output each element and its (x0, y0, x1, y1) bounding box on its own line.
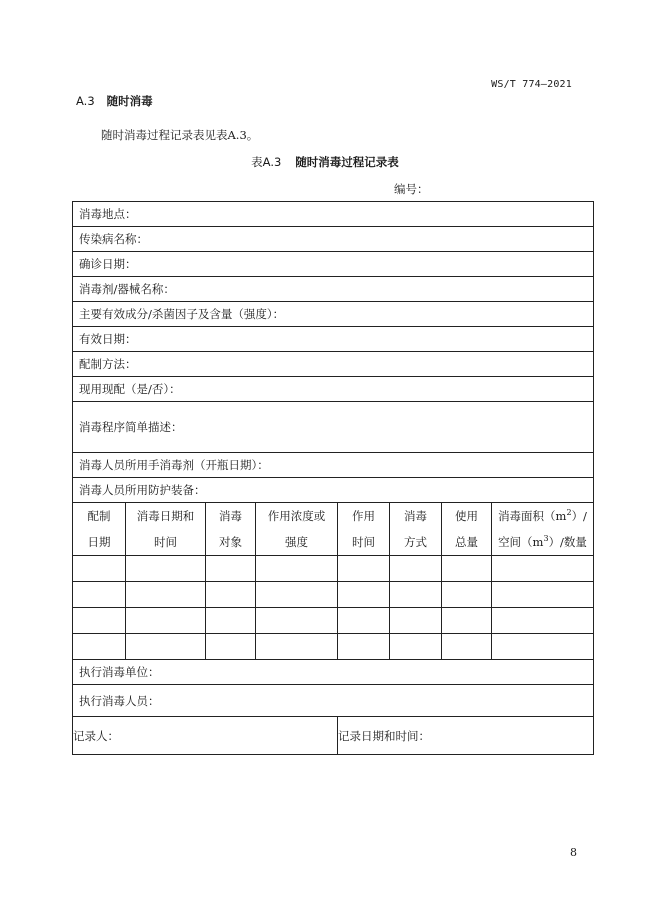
table-cell[interactable] (256, 556, 338, 582)
field-executing-personnel: 执行消毒人员： (73, 685, 594, 717)
table-cell[interactable] (442, 582, 492, 608)
col-header-method: 消毒 方式 (390, 503, 442, 556)
table-cell[interactable] (338, 556, 390, 582)
table-cell[interactable] (73, 582, 126, 608)
table-row (73, 453, 594, 478)
table-row (73, 377, 594, 402)
field-preparation-method: 配制方法： (73, 352, 594, 377)
table-cell[interactable] (492, 608, 594, 634)
col-header-action-time: 作用 时间 (338, 503, 390, 556)
table-row (73, 352, 594, 377)
table-cell[interactable] (206, 556, 256, 582)
field-disinfectant-name: 消毒剂/器械名称： (73, 277, 594, 302)
field-recorder: 记录人： (73, 717, 338, 755)
table-cell[interactable] (73, 556, 126, 582)
table-cell[interactable] (206, 634, 256, 660)
serial-number-label: 编号： (394, 182, 429, 196)
standard-number: WS/T 774—2021 (491, 79, 572, 90)
field-expiry-date: 有效日期： (73, 327, 594, 352)
table-cell[interactable] (256, 608, 338, 634)
table-cell[interactable] (492, 634, 594, 660)
table-row (73, 634, 594, 660)
col-header-area-volume: 消毒面积$(m^2)/$ 空间$(m^3)/$数量 (492, 503, 594, 556)
table-row (73, 302, 594, 327)
table-row (73, 327, 594, 352)
table-row (73, 608, 594, 634)
col-header-preparation-date: 配制 日期 (73, 503, 126, 556)
table-row (73, 582, 594, 608)
table-cell[interactable] (442, 634, 492, 660)
table-cell[interactable] (126, 582, 206, 608)
column-header-row (73, 503, 594, 556)
section-title: 随时消毒 (106, 94, 153, 108)
intro-text: 随时消毒过程记录表见表A.3。 (101, 128, 259, 142)
table-row (73, 402, 594, 453)
table-cell[interactable] (126, 634, 206, 660)
table-cell[interactable] (206, 582, 256, 608)
table-row (73, 277, 594, 302)
field-hand-sanitizer: 消毒人员所用手消毒剂（开瓶日期）： (73, 453, 594, 478)
table-cell[interactable] (390, 556, 442, 582)
table-cell[interactable] (256, 634, 338, 660)
table-row (73, 252, 594, 277)
field-location: 消毒地点： (73, 202, 594, 227)
field-protective-equipment: 消毒人员所用防护装备： (73, 478, 594, 503)
table-row (73, 717, 594, 755)
table-cell[interactable] (492, 556, 594, 582)
table-cell[interactable] (390, 634, 442, 660)
field-freshly-prepared: 现用现配（是/否）： (73, 377, 594, 402)
field-disease-name: 传染病名称： (73, 227, 594, 252)
table-row (73, 685, 594, 717)
table-cell[interactable] (126, 608, 206, 634)
disinfection-record-table (72, 201, 594, 755)
page-number: 8 (570, 846, 577, 859)
table-cell[interactable] (492, 582, 594, 608)
table-cell[interactable] (390, 608, 442, 634)
field-active-ingredient: 主要有效成分/杀菌因子及含量（强度）： (73, 302, 594, 327)
col-header-concentration: 作用浓度或 强度 (256, 503, 338, 556)
table-cell[interactable] (442, 608, 492, 634)
field-diagnosis-date: 确诊日期： (73, 252, 594, 277)
table-row (73, 556, 594, 582)
table-row (73, 660, 594, 685)
col-header-object: 消毒 对象 (206, 503, 256, 556)
table-cell[interactable] (126, 556, 206, 582)
field-executing-unit: 执行消毒单位： (73, 660, 594, 685)
table-cell[interactable] (390, 582, 442, 608)
table-cell[interactable] (73, 634, 126, 660)
table-cell[interactable] (73, 608, 126, 634)
table-row (73, 227, 594, 252)
col-header-disinfection-datetime: 消毒日期和 时间 (126, 503, 206, 556)
table-cell[interactable] (256, 582, 338, 608)
table-cell[interactable] (338, 634, 390, 660)
table-caption (0, 154, 650, 170)
table-cell[interactable] (206, 608, 256, 634)
table-cell[interactable] (442, 556, 492, 582)
table-cell[interactable] (338, 608, 390, 634)
field-procedure-description: 消毒程序简单描述： (73, 402, 594, 453)
field-record-datetime: 记录日期和时间： (338, 717, 594, 755)
section-heading (76, 93, 153, 109)
table-caption-number: 表A.3 (251, 155, 282, 169)
table-row (73, 202, 594, 227)
col-header-total-amount: 使用 总量 (442, 503, 492, 556)
table-caption-title: 随时消毒过程记录表 (295, 155, 399, 169)
table-row (73, 478, 594, 503)
table-cell[interactable] (338, 582, 390, 608)
section-number: A.3 (76, 94, 95, 108)
